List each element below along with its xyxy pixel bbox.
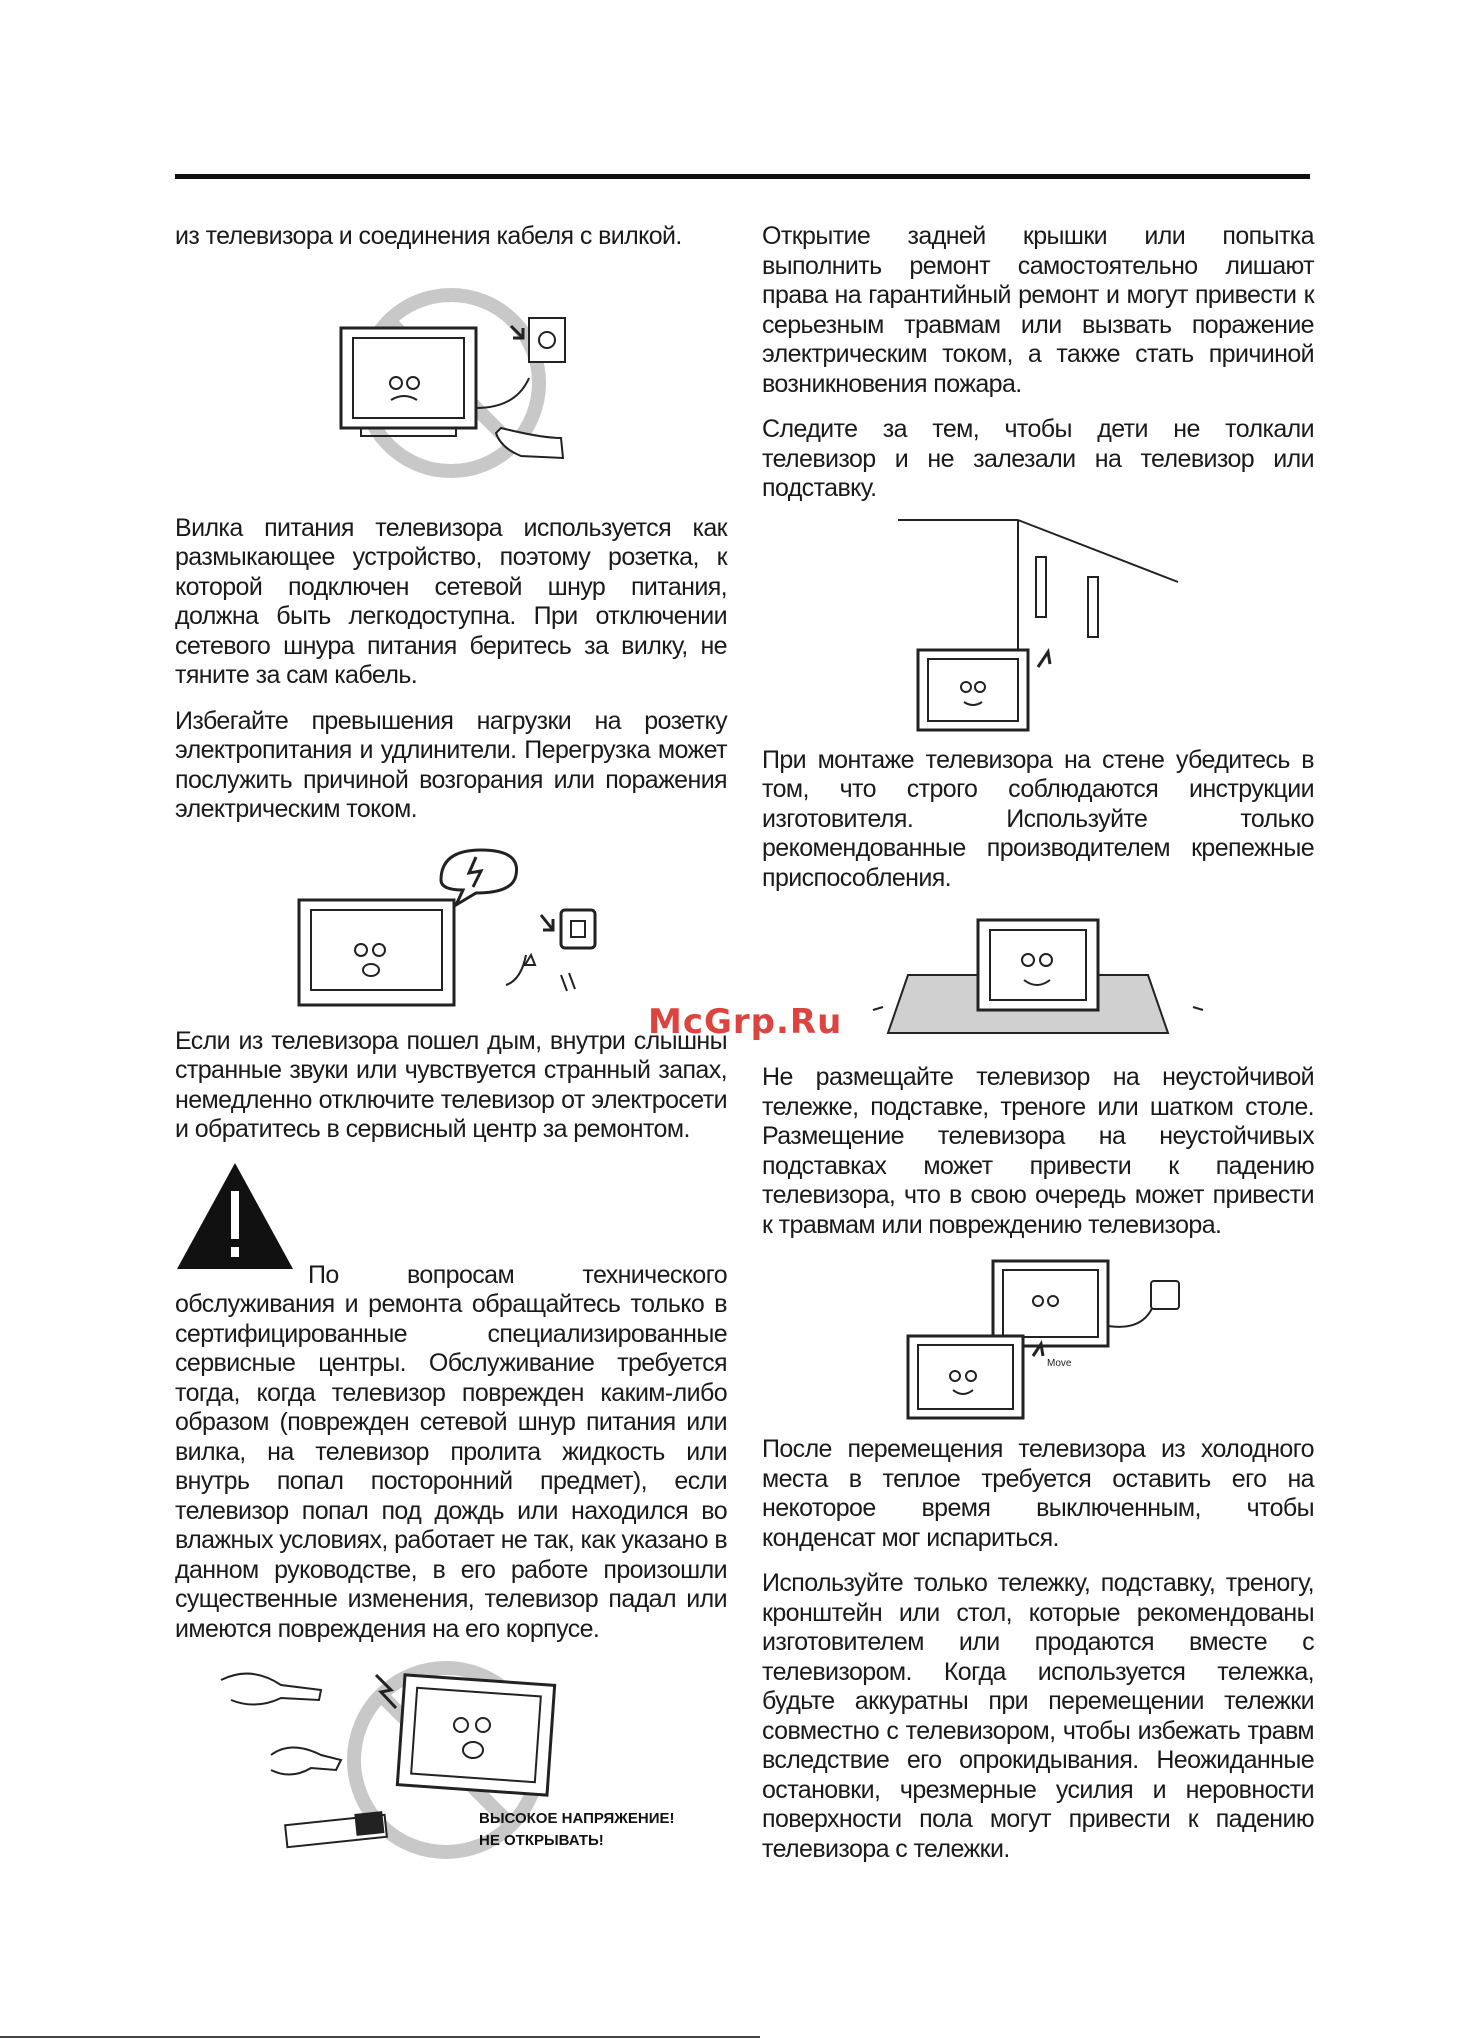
paragraph: из телевизора и соединения кабеля с вилкой. (175, 222, 682, 250)
paragraph: Следите за тем, чтобы дети не толкали телевизор и не залезали на телевизор или подставку. (762, 415, 1314, 502)
paragraph: Вилка питания телевизора используется как размыкающее устройство, поэтому розетка, к которой подключен сетевой шнур питания, должна быть легкодоступна. При отключении сетевого шнура питания беритесь за вилку, не тяните за сам кабель. (175, 513, 727, 689)
watermark: McGrp.Ru (648, 1002, 843, 1042)
left-column (175, 222, 727, 1872)
paragraph: После перемещения телевизора из холодного места в теплое требуется оставить его на некоторое время выключенным, чтобы конденсат мог испариться. (762, 1435, 1314, 1552)
warning-block (175, 1161, 727, 1645)
move-tv-illustration (883, 1256, 1193, 1421)
warning-triangle-icon (175, 1161, 295, 1271)
wall-mount-illustration (888, 512, 1188, 732)
paragraph: Открытие задней крышки или попытка выполнить ремонт самостоятельно лишают права на гарантийный ремонт и могут привести к серьезным травмам или вызвать поражение электрическим током, а также стать причиной возникновения пожара. (762, 222, 1314, 398)
high-voltage-label: ВЫСОКОЕ НАПРЯЖЕНИЕ! (479, 1810, 675, 1827)
footer-rule (0, 2036, 760, 2038)
paragraph: Избегайте превышения нагрузки на розетку электропитания и удлинители. Перегрузка может послужить причиной возгорания или поражения электрическим током. (175, 706, 727, 823)
unplug-cable-illustration (301, 288, 601, 478)
unstable-stand-illustration (868, 915, 1208, 1045)
right-column (762, 222, 1314, 1880)
high-voltage-caption (479, 1808, 674, 1852)
move-label: Move (1047, 1358, 1072, 1369)
paragraph: Не размещайте телевизор на неустойчивой тележке, подставке, треноге или шатком столе. Размещение телевизора на неустойчивых подставках может привести к падению телевизора, что в свою очередь может привести к травмам или повреждению телевизора. (762, 1063, 1314, 1239)
high-voltage-illustration (211, 1660, 691, 1860)
paragraph: Если из телевизора пошел дым, внутри слышны странные звуки или чувствуется странный запах, немедленно отключите телевизор от электросети и обратитесь в сервисный центр за ремонтом. (175, 1026, 727, 1143)
paragraph: Используйте только тележку, подставку, треногу, кронштейн или стол, которые рекомендованы изготовителем или продаются вместе с телевизором. Когда используется тележка, будьте аккуратны при перемещении тележки совместно с телевизором, чтобы избежать травм вследствие его опрокидывания. Неожиданные остановки, чрезмерные усилия и неровности поверхности пола могут привести к падению телевизора с тележки. (762, 1569, 1314, 1863)
paragraph: При монтаже телевизора на стене убедитесь в том, что строго соблюдаются инструкции изготовителя. Используйте только рекомендованные производителем крепежные приспособления. (762, 745, 1314, 892)
paragraph: По вопросам технического обслуживания и ремонта обращайтесь только в сертифицированные специализированные сервисные центры. Обслуживание требуется тогда, когда телевизор поврежден каким-либо образом (поврежден сетевой шнур питания или вилка, на телевизор пролита жидкость или внутрь попал посторонний предмет), если телевизор попал под дождь или находился во влажных условиях, работает не так, как указано в данном руководстве, в его работе произошли существенные изменения, телевизор падал или имеются повреждения на его корпусе. (175, 1260, 727, 1643)
header-rule (175, 174, 1310, 179)
overload-outlet-illustration (291, 845, 611, 1015)
do-not-open-label: НЕ ОТКРЫВАТЬ! (479, 1832, 604, 1849)
